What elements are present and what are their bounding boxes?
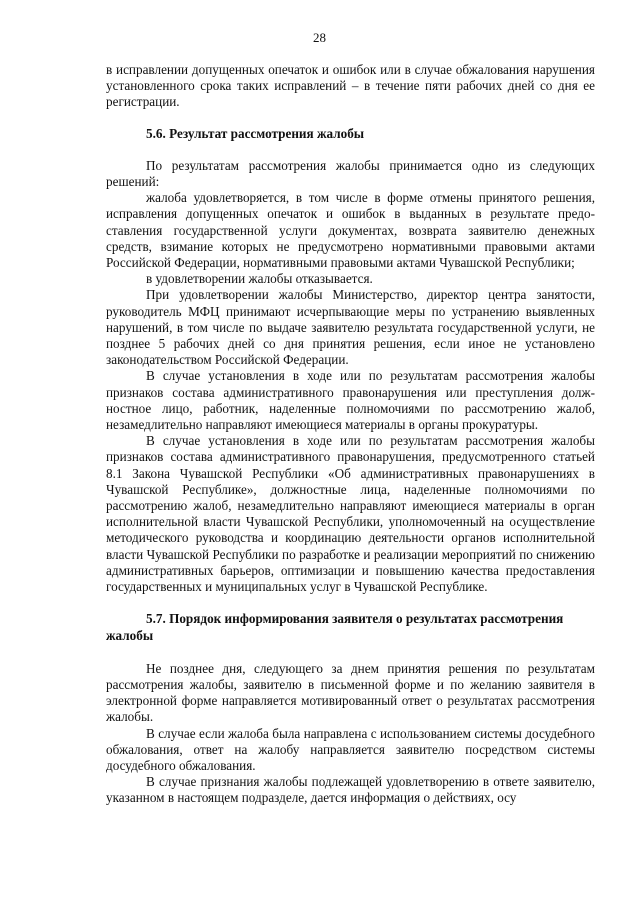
section-5-6-heading: 5.6. Результат рассмотрения жалобы [146, 125, 365, 141]
document-body [106, 62, 595, 807]
section-5-7-paragraph-2: В случае если жалоба была направлена с использованием системы досудебного обжалования, ответ на жалобу направляется заявителю посредством системы досудебного обжалования. [106, 725, 595, 773]
section-5-7-paragraph-1: Не позднее дня, следующего за днем принятия решения по результатам рассмотрения жалобы, заявителю в письменной форме и по желанию заявителя в электронной форме направляется мотивированный ответ о результатах рассмотрения жалобы. [106, 660, 595, 725]
intro-paragraph: в исправлении допущенных опечаток и ошибок или в случае обжалования нарушения установленного срока таких исправлений – в течение пяти рабочих дней со дня ее регистрации. [106, 62, 595, 110]
section-5-7-paragraph-3: В случае признания жалобы подлежащей удовлетворению в ответе заявителю, указанном в настоящем подразделе, дается информация о действиях, осу [106, 774, 595, 806]
page-number: 28 [313, 30, 326, 45]
section-5-6-paragraph-3: в удовлетворении жалобы отказывается. [146, 271, 373, 287]
section-5-6-paragraph-5: В случае установления в ходе или по результатам рассмотрения жалобы признаков состава административного правонарушения или преступления должностное лицо, работник, наделенные полномочиями по рассмотрению жалоб, незамедлительно направляют имеющиеся материалы в органы прокуратуры. [106, 368, 595, 433]
section-5-6-paragraph-1: По результатам рассмотрения жалобы принимается одно из следующих решений: [106, 157, 595, 190]
section-5-6-paragraph-4: При удовлетворении жалобы Министерство, директор центра занятости, руководитель МФЦ принимают исчерпывающие меры по устранению выявленных нарушений, в том числе по выдаче заявителю результата государственной услуги, не позднее 5 рабочих дней со дня принятия решения, если иное не установлено законодательством Российской Федерации. [106, 287, 595, 368]
section-5-6-paragraph-6: В случае установления в ходе или по результатам рассмотрения жалобы признаков состава административного правонарушения, предусмотренного статьей 8.1 Закона Чувашской Республики «Об административных правонарушениях в Чувашской Республике», должностные лица, наделенные полномочиями по рассмотрению жалоб, незамедлительно направляют имеющиеся материалы в орган исполнительной власти Чувашской Республики, уполномоченный на осуществление методического руководства и координацию деятельности органов исполнительной власти Чувашской Республики по разработке и реализации мероприятий по снижению административных барьеров, оптимизации и повышению качества предоставления государственных и муниципальных услуг в Чувашской Республике. [106, 433, 595, 595]
section-5-7-heading: 5.7. Порядок информирования заявителя о результатах рассмотрения жалобы [106, 611, 564, 643]
section-5-6-paragraph-2: жалоба удовлетворяется, в том числе в форме отмены принятого решения, исправления допущенных опечаток и ошибок в выданных в результате предоставления государственной услуги документах, возврата заявителю денежных средств, взимание которых не предусмотрено нормативными правовыми актами Российской Федерации, нормативными правовыми актами Чувашской Республики; [106, 190, 595, 271]
